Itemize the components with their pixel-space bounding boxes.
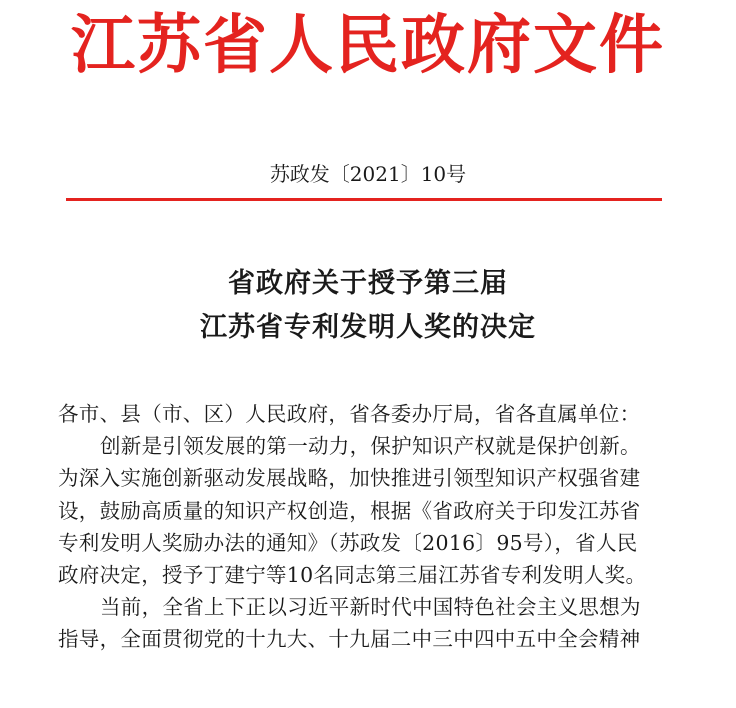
document-body: [58, 398, 688, 656]
body-line: 设，鼓励高质量的知识产权创造，根据《省政府关于印发江苏省: [58, 498, 641, 523]
document-title-line-1: 省政府关于授予第三届: [228, 268, 508, 299]
document-title-line-2: 江苏省专利发明人奖的决定: [200, 312, 536, 343]
salutation-line: 各市、县（市、区）人民政府，省各委办厅局，省各直属单位：: [58, 402, 641, 426]
body-line: 当前，全省上下正以习近平新时代中国特色社会主义思想为: [100, 595, 641, 620]
red-divider-rule: [66, 198, 662, 201]
document-title: [0, 262, 736, 350]
body-line: 专利发明人奖励办法的通知》（苏政发〔2016〕95号），省人民: [58, 530, 638, 555]
document-number: 苏政发〔2021〕10号: [269, 162, 467, 186]
issuing-authority-header: 江苏省人民政府文件: [71, 9, 665, 83]
body-line: 创新是引领发展的第一动力，保护知识产权就是保护创新。: [100, 434, 641, 459]
body-line: 指导，全面贯彻党的十九大、十九届二中三中四中五中全会精神: [58, 627, 641, 652]
body-line: 政府决定，授予丁建宁等10名同志第三届江苏省专利发明人奖。: [58, 562, 647, 587]
body-line: 为深入实施创新驱动发展战略，加快推进引领型知识产权强省建: [58, 466, 641, 491]
